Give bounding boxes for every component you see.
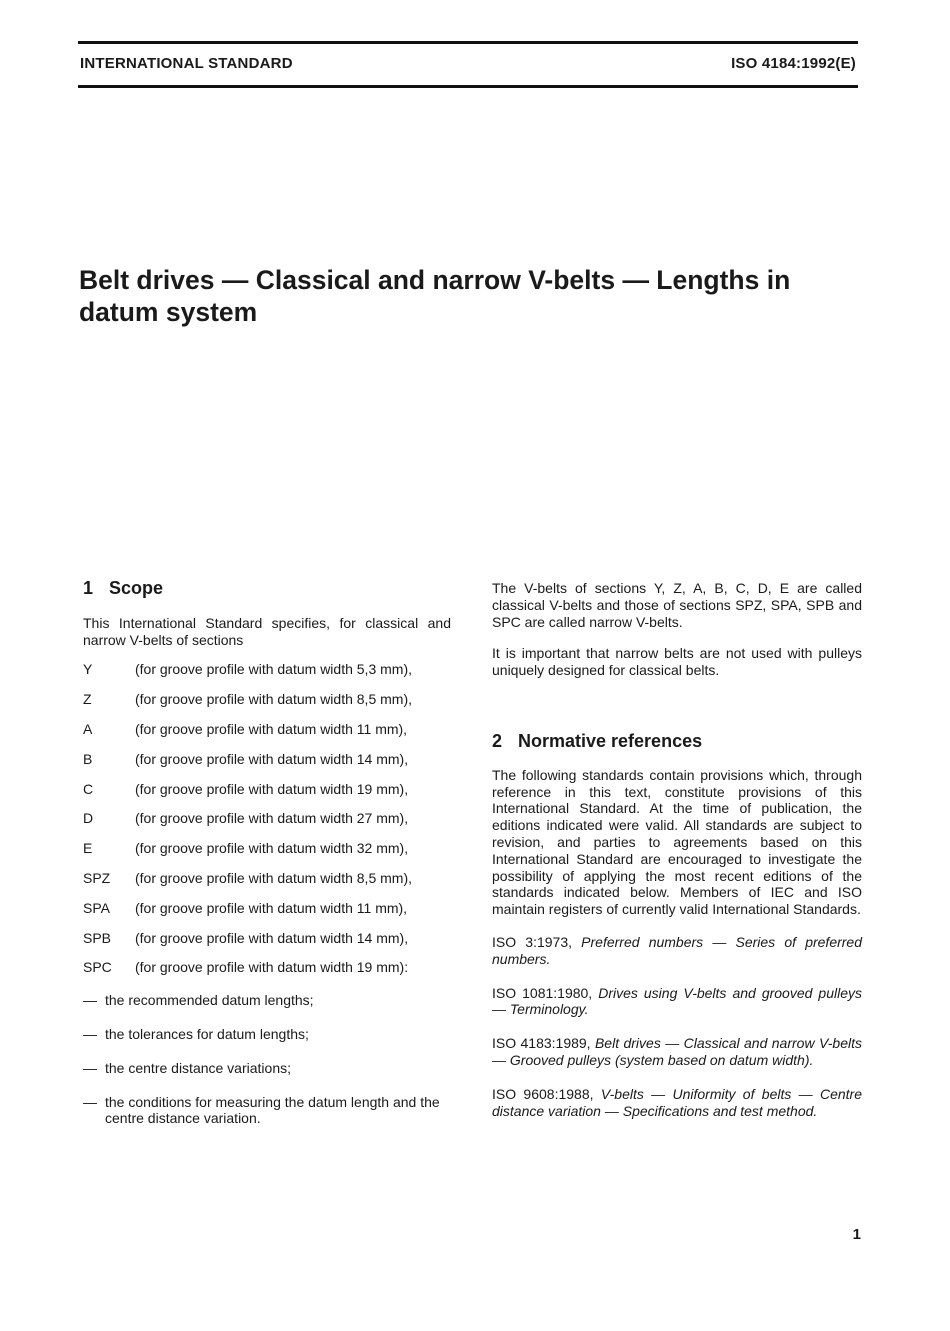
list-item [83,1060,451,1077]
header-rule-bottom [78,85,858,88]
list-item-text: the recommended datum lengths; [105,992,314,1009]
section-description: (for groove profile with datum width 11 mm), [135,720,408,737]
normative-intro: The following standards contain provisions which, through reference in this text, constitute provisions of this International Standard. At the time of publication, the editions indicated were valid. All standards are subject to revision, and parties to agreements based on this International Standard are encouraged to investigate the possibility of applying the most recent editions of the standards indicated below. Members of IEC and ISO maintain registers of currently valid International Standards. [492,766,862,918]
scope-paragraph-warning: It is important that narrow belts are not used with pulleys uniquely designed for classical belts. [492,645,862,679]
section-description: (for groove profile with datum width 14 mm), [135,750,409,767]
section-description: (for groove profile with datum width 8,5 mm), [135,691,412,708]
normative-references-heading [492,730,862,751]
section-row [83,751,451,768]
scope-intro: This International Standard specifies, for classical and narrow V-belts of sections [83,614,451,648]
reference-title: Drives using V-belts and grooved pulleys — Terminology. [492,984,863,1018]
scope-paragraph-classification: The V-belts of sections Y, Z, A, B, C, D, E are called classical V-belts and those of sections SPZ, SPA, SPB and SPC are called narrow V-belts. [492,580,862,630]
scope-title: Scope [109,578,164,598]
normative-title: Normative references [518,730,703,751]
section-description: (for groove profile with datum width 32 mm), [135,840,409,857]
section-code: SPC [83,959,112,976]
list-item-text: the centre distance variations; [105,1059,291,1076]
section-code: SPA [83,899,110,916]
reference-entry [492,934,862,968]
reference-title: V-belts — Uniformity of belts — Centre distance variation — Specifications and test method. [492,1085,862,1119]
section-code: C [83,780,94,797]
section-code: SPB [83,929,112,946]
list-dash: — [83,992,97,1009]
list-item-text: the conditions for measuring the datum length and the centre distance variation. [105,1093,440,1127]
section-code: Y [83,661,93,678]
section-row [83,721,451,738]
section-code: D [83,810,94,827]
left-column [83,580,451,1127]
section-row [83,870,451,887]
header-standard-label: INTERNATIONAL STANDARD [80,55,293,72]
section-description: (for groove profile with datum width 14 mm), [135,929,409,946]
section-row [83,840,451,857]
reference-entry [492,1086,862,1120]
section-description: (for groove profile with datum width 27 mm), [135,810,409,827]
reference-id: ISO 9608:1988, [492,1085,594,1102]
list-item [83,992,451,1009]
scope-item-list [83,992,451,1127]
page-number: 1 [852,1226,861,1243]
section-row [83,661,451,678]
reference-id: ISO 1081:1980, [492,984,593,1001]
document-title: Belt drives — Classical and narrow V-belts — Lengths in datum system [79,265,791,327]
section-description: (for groove profile with datum width 19 mm): [135,959,409,976]
section-description: (for groove profile with datum width 19 mm), [135,780,409,797]
section-code: A [83,720,93,737]
section-description: (for groove profile with datum width 11 mm), [135,899,408,916]
section-row [83,810,451,827]
list-item-text: the tolerances for datum lengths; [105,1025,309,1042]
header-standard-number: ISO 4184:1992(E) [731,55,856,72]
right-column [492,580,862,1119]
reference-id: ISO 4183:1989, [492,1035,591,1052]
section-row [83,781,451,798]
section-list [83,661,451,976]
normative-number: 2 [492,730,503,751]
reference-entry [492,1035,862,1069]
list-dash: — [83,1059,97,1076]
scope-heading [83,580,451,597]
section-row [83,900,451,917]
section-description: (for groove profile with datum width 8,5 mm), [135,869,412,886]
section-code: SPZ [83,869,111,886]
list-dash: — [83,1025,97,1042]
list-dash: — [83,1093,97,1110]
section-description: (for groove profile with datum width 5,3 mm), [135,661,412,678]
section-row [83,959,451,976]
section-code: E [83,840,93,857]
list-item [83,1026,451,1043]
list-item [83,1094,451,1128]
reference-title: Belt drives — Classical and narrow V-belts — Grooved pulleys (system based on datum width). [492,1035,862,1068]
section-code: Z [83,691,92,708]
reference-entry [492,985,862,1019]
section-code: B [83,750,93,767]
scope-number: 1 [83,578,94,598]
reference-title: Preferred numbers — Series of preferred numbers. [492,933,862,967]
section-row [83,930,451,947]
section-row [83,691,451,708]
header-rule-top [78,41,858,44]
reference-id: ISO 3:1973, [492,933,572,950]
